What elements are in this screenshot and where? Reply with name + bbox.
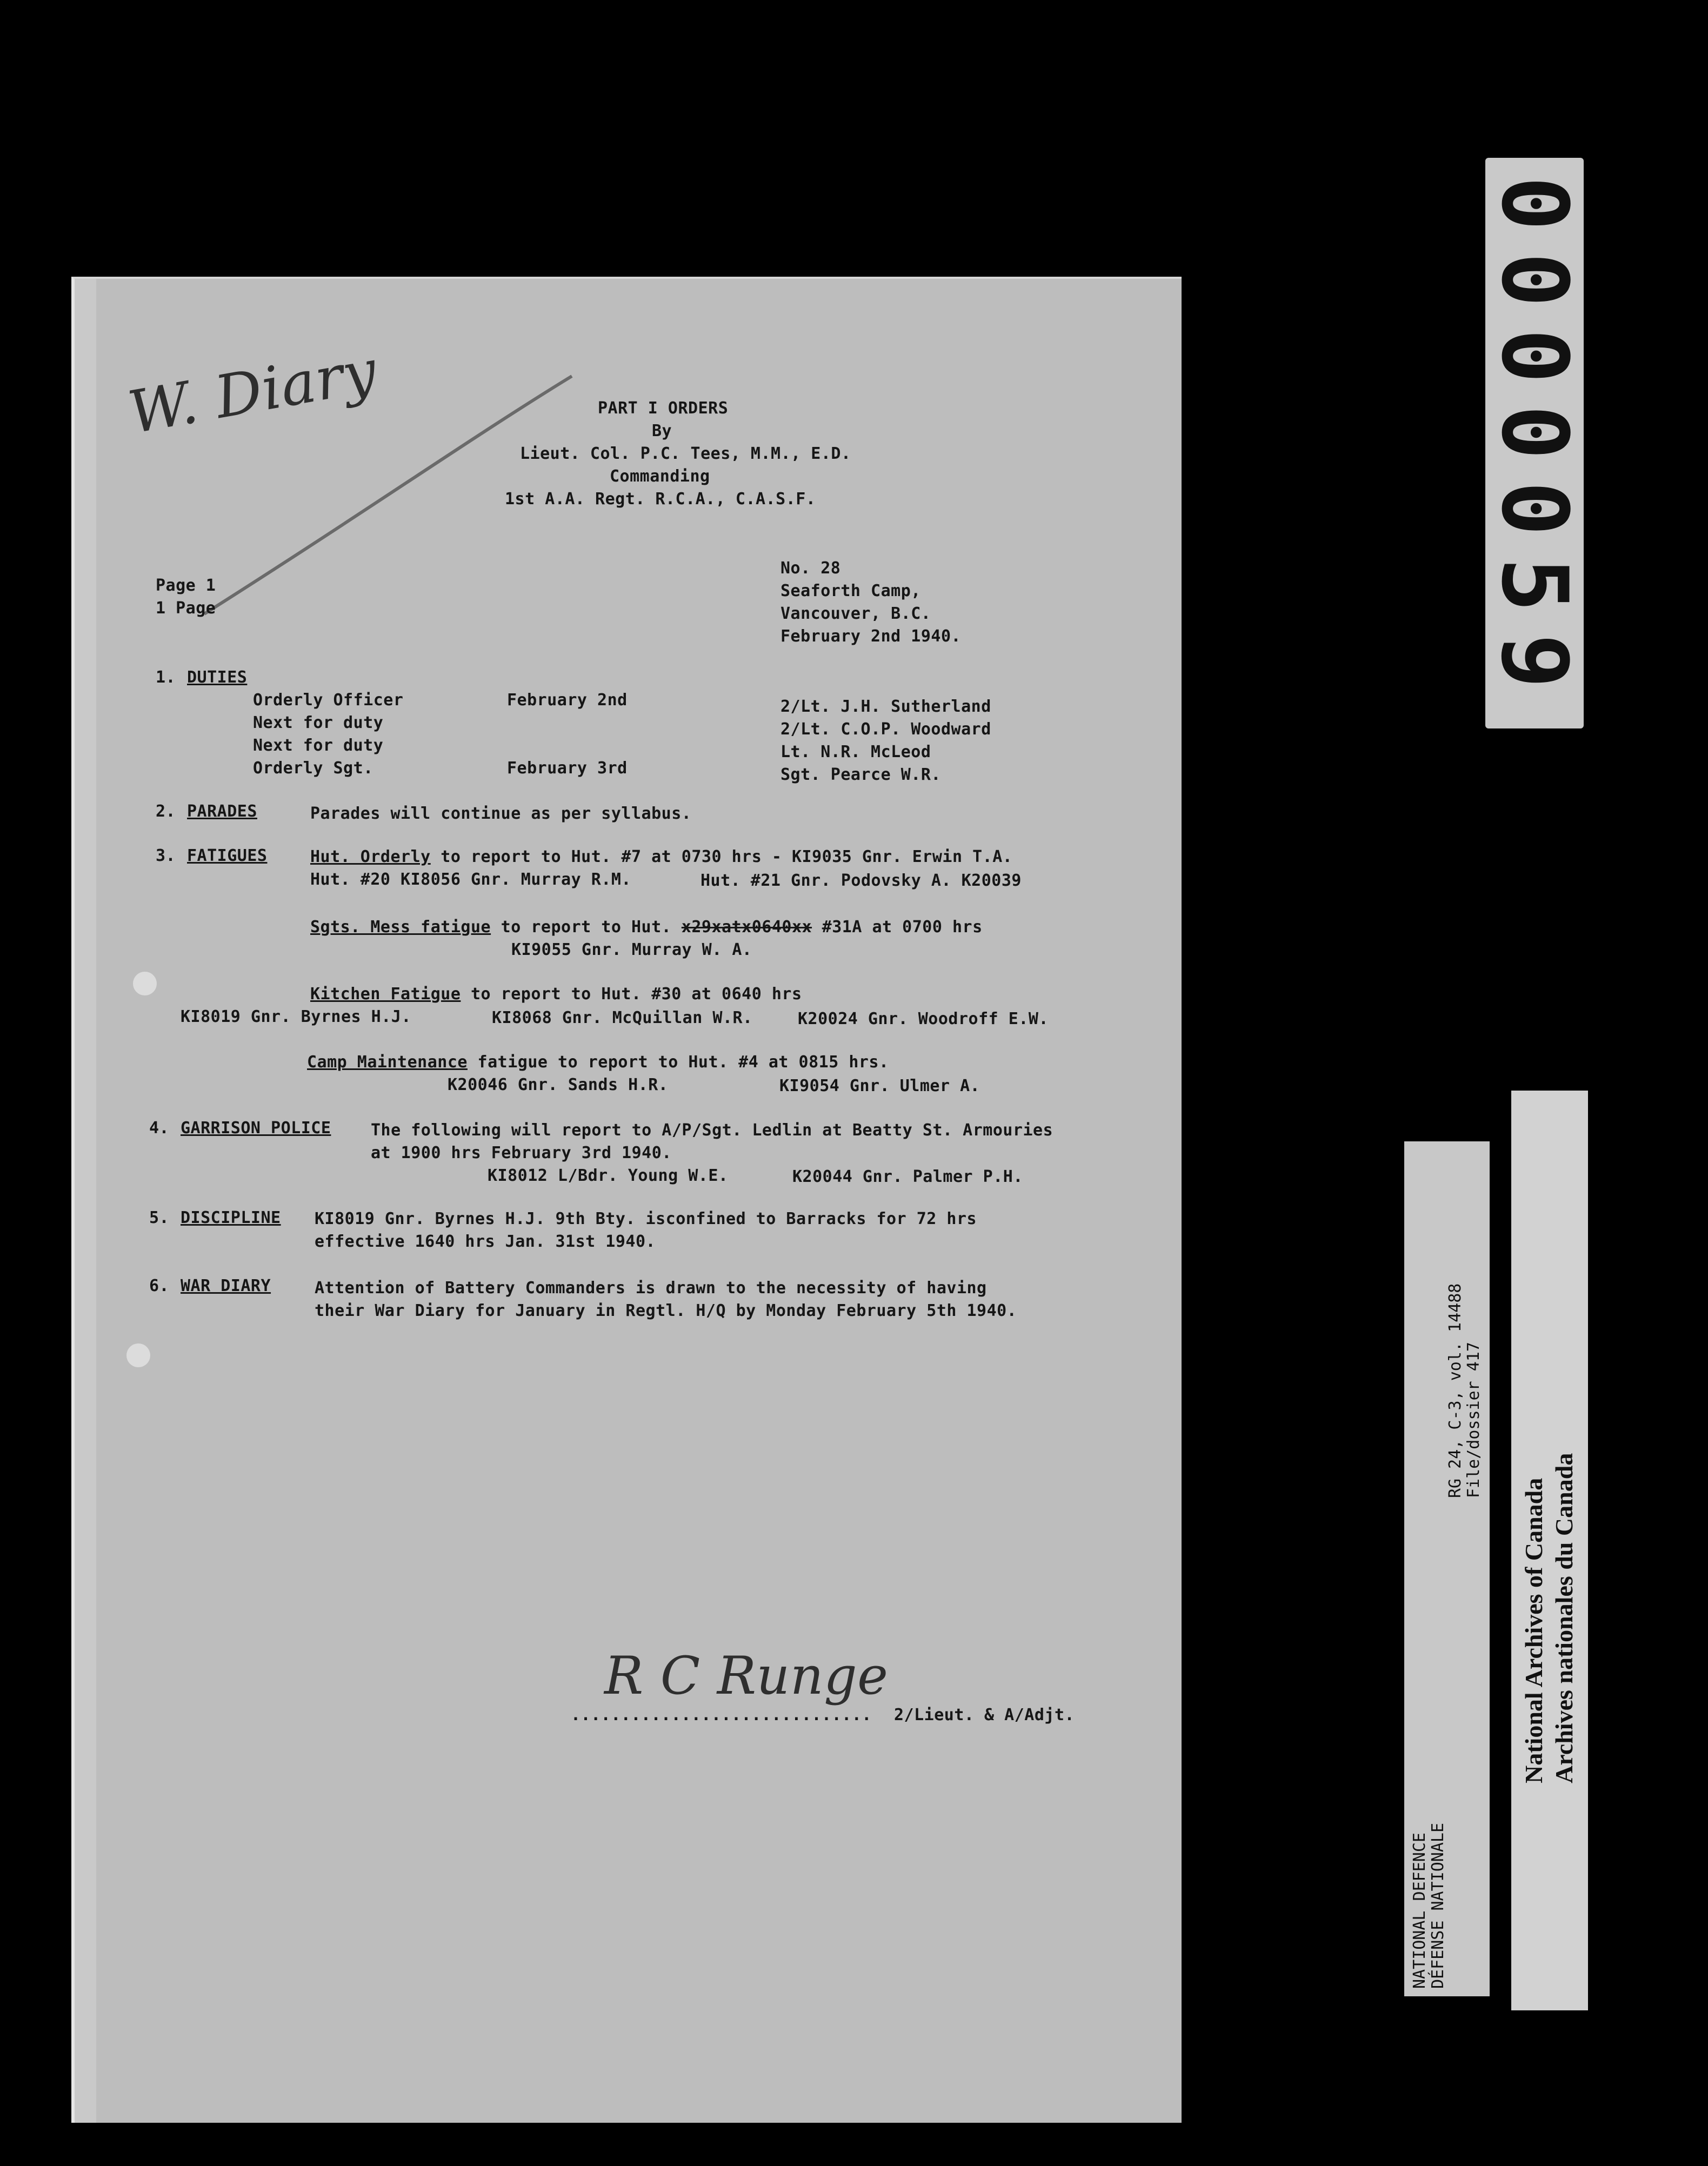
frame-number: 0000059 [1482,176,1587,711]
section-number: 4. [149,1119,170,1138]
garrison-line-2: at 1900 hrs February 3rd 1940. [371,1144,672,1162]
discipline-line-2: effective 1640 hrs Jan. 31st 1940. [315,1232,656,1251]
garrison-line-1: The following will report to A/P/Sgt. Ledlin at Beatty St. Armouries [371,1121,1053,1140]
section-number: 3. [156,846,176,865]
header-line-4: Commanding [610,467,710,486]
garrison-name-a: KI8012 L/Bdr. Young W.E. [488,1166,729,1185]
sgts-mess-text: to report to Hut. [491,918,682,937]
war-diary-line-1: Attention of Battery Commanders is drawn to the necessity of having [315,1279,987,1298]
reference-line-1: RG 24, C-3, vol. 14488 [1446,1283,1465,1498]
hut-orderly-line-1 [310,846,1012,868]
kitchen-line-1 [310,984,802,1005]
camp-name-a: K20046 Gnr. Sands H.R. [448,1075,669,1094]
kitchen-name-a: KI8019 Gnr. Byrnes H.J. [181,1007,411,1026]
national-archives-label [1511,1091,1588,2010]
header-line-1: PART I ORDERS [598,399,729,418]
struck-text: x29xatx0640xx [681,918,812,937]
garrison-name-b: K20044 Gnr. Palmer P.H. [792,1167,1023,1186]
punch-hole [133,972,157,995]
section-number: 6. [149,1276,170,1295]
hut-orderly-line-2b: Hut. #21 Gnr. Podovsky A. K20039 [700,871,1022,890]
page-edge [75,279,96,2123]
order-date: February 2nd 1940. [780,627,962,646]
duty-name: 2/Lt. C.O.P. Woodward [780,720,991,739]
war-diary-line-2: their War Diary for January in Regtl. H/Q by Monday February 5th 1940. [315,1301,1017,1320]
reference-line-2: File/dossier 417 [1464,1342,1483,1498]
document-page [71,277,1182,2123]
na-line-2: Archives nationales du Canada [1550,1453,1578,1783]
signature-title: 2/Lieut. & A/Adjt. [894,1706,1075,1724]
hut-orderly-text: to report to Hut. #7 at 0730 hrs - KI9035 Gnr. Erwin T.A. [430,847,1013,866]
sgts-mess-line-1 [310,917,983,938]
camp-label: Camp Maintenance [307,1053,468,1072]
nd-line-2: DÉFENSE NATIONALE [1429,1822,1447,1989]
order-number: No. 28 [780,559,841,578]
frame-number-label [1482,158,1587,728]
national-defence-label [1404,1141,1490,1996]
duty-date: February 2nd [507,691,628,710]
nd-line-1: NATIONAL DEFENCE [1410,1833,1429,1989]
duty-role: Orderly Officer [253,691,404,710]
section-title-duties: DUTIES [187,668,248,687]
punch-hole [126,1343,150,1367]
duty-name: Lt. N.R. McLeod [780,743,931,761]
hut-orderly-label: Hut. Orderly [310,847,431,866]
camp-line-1 [307,1052,889,1073]
header-line-5: 1st A.A. Regt. R.C.A., C.A.S.F. [505,490,816,509]
kitchen-name-c: K20024 Gnr. Woodroff E.W. [798,1010,1049,1028]
page-number: Page 1 [156,576,216,595]
hut-orderly-line-2a: Hut. #20 KI8056 Gnr. Murray R.M. [310,870,631,889]
order-city: Vancouver, B.C. [780,604,931,623]
kitchen-name-b: KI8068 Gnr. McQuillan W.R. [492,1008,753,1027]
handwritten-signature: R C Runge [604,1646,889,1706]
header-line-2: By [652,422,672,440]
duty-role: Next for duty [253,713,384,732]
section-title-war-diary: WAR DIARY [181,1276,271,1295]
duty-role: Next for duty [253,736,384,755]
page-count: 1 Page [156,599,216,618]
header-line-3: Lieut. Col. P.C. Tees, M.M., E.D. [520,444,851,463]
duty-name: Sgt. Pearce W.R. [780,765,941,784]
section-title-discipline: DISCIPLINE [181,1208,281,1227]
discipline-line-1: KI8019 Gnr. Byrnes H.J. 9th Bty. isconfined to Barracks for 72 hrs [315,1209,977,1228]
section-number: 1. [156,668,176,687]
section-title-fatigues: FATIGUES [187,846,268,865]
camp-text: fatigue to report to Hut. #4 at 0815 hrs. [467,1053,889,1072]
na-line-1: National Archives of Canada [1520,1478,1547,1783]
signature-dots: .............................. [571,1706,872,1724]
duty-role: Orderly Sgt. [253,759,373,778]
sgts-mess-line-2: KI9055 Gnr. Murray W. A. [511,940,752,959]
sgts-mess-text-2: #31A at 0700 hrs [812,918,983,937]
kitchen-text: to report to Hut. #30 at 0640 hrs [461,985,802,1004]
section-title-garrison-police: GARRISON POLICE [181,1119,331,1138]
section-title-parades: PARADES [187,802,257,821]
kitchen-label: Kitchen Fatigue [310,985,461,1004]
section-number: 5. [149,1208,170,1227]
order-place: Seaforth Camp, [780,581,921,600]
section-number: 2. [156,802,176,821]
sgts-mess-label: Sgts. Mess fatigue [310,918,491,937]
camp-name-b: KI9054 Gnr. Ulmer A. [779,1077,980,1095]
duty-name: 2/Lt. J.H. Sutherland [780,697,991,716]
parades-text: Parades will continue as per syllabus. [310,804,692,823]
duty-date: February 3rd [507,759,628,778]
handwritten-note: W. Diary [123,337,382,447]
